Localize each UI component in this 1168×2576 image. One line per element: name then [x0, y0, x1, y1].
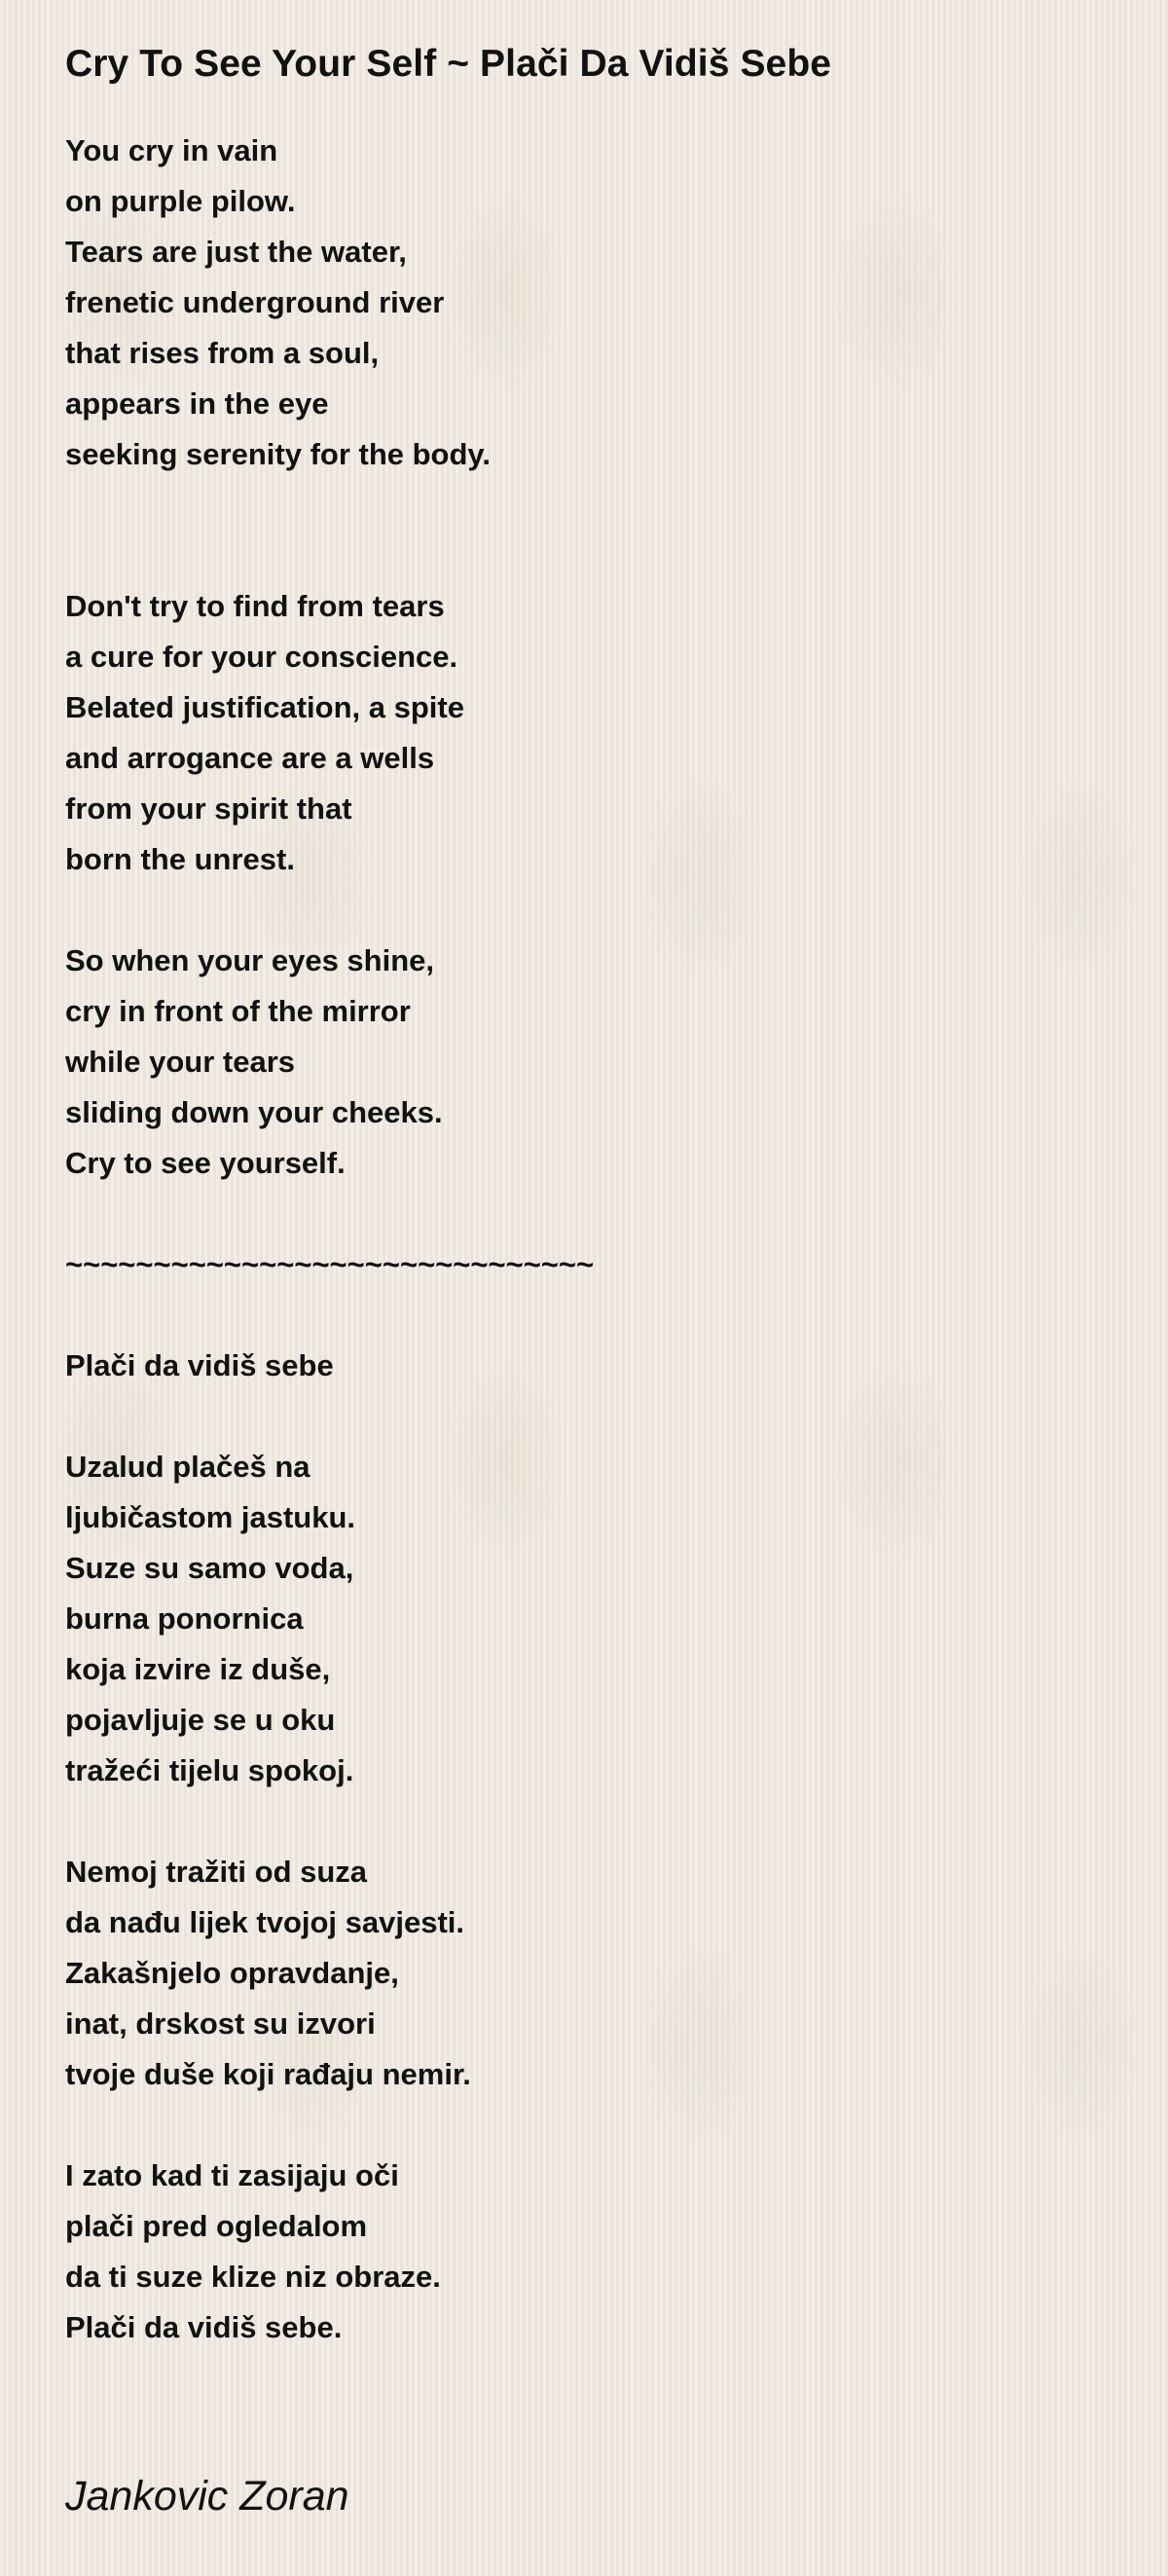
poem-line: I zato kad ti zasijaju oči [65, 2157, 399, 2192]
poem-line: You cry in vain [65, 132, 278, 167]
poem-line: Zakašnjelo opravdanje, [65, 1955, 399, 1990]
poem-line: inat, drskost su izvori [65, 2006, 376, 2041]
poem-line: koja izvire iz duše, [65, 1651, 331, 1686]
poem-line: Belated justification, a spite [65, 689, 464, 724]
poem-line: da nađu lijek tvojoj savjesti. [65, 1904, 465, 1939]
poem-line: Nemoj tražiti od suza [65, 1854, 368, 1889]
poem-blank-line [65, 2100, 1116, 2151]
poem-line: Plači da vidiš sebe. [65, 2309, 343, 2344]
poem-line: a cure for your conscience. [65, 639, 458, 674]
poem-line: Plači da vidiš sebe [65, 1347, 334, 1382]
poem-line: from your spirit that [65, 791, 352, 826]
poem-line: da ti suze klize niz obraze. [65, 2259, 441, 2294]
poem-blank-line [65, 1290, 1116, 1341]
poem-container [65, 43, 1116, 2353]
poem-line: tražeći tijelu spokoj. [65, 1752, 354, 1787]
poem-line: and arrogance are a wells [65, 740, 435, 775]
poem-line: on purple pilow. [65, 183, 296, 218]
poem-line: pojavljuje se u oku [65, 1702, 336, 1737]
poem-line: that rises from a soul, [65, 335, 380, 370]
poem-author: Jankovic Zoran [65, 2473, 349, 2520]
poem-line: Tears are just the water, [65, 234, 407, 269]
poem-blank-line [65, 480, 1116, 531]
poem-divider: ~~~~~~~~~~~~~~~~~~~~~~~~~~~~~~ [65, 1246, 595, 1281]
poem-blank-line [65, 1391, 1116, 1442]
poem-blank-line [65, 1796, 1116, 1847]
poem-line: while your tears [65, 1044, 296, 1079]
poem-line: tvoje duše koji rađaju nemir. [65, 2056, 471, 2091]
poem-title: Cry To See Your Self ~ Plači Da Vidiš Sebe [65, 43, 832, 85]
poem-blank-line [65, 531, 1116, 581]
poem-line: seeking serenity for the body. [65, 436, 491, 471]
poem-line: cry in front of the mirror [65, 993, 411, 1028]
poem-blank-line [65, 885, 1116, 936]
poem-line: plači pred ogledalom [65, 2208, 368, 2243]
poem-line: burna ponornica [65, 1601, 304, 1636]
poem-line: born the unrest. [65, 841, 295, 876]
poem-line: Cry to see yourself. [65, 1145, 346, 1180]
poem-body [65, 126, 1116, 2353]
poem-line: Don't try to find from tears [65, 588, 445, 623]
poem-line: Suze su samo voda, [65, 1550, 354, 1585]
poem-blank-line [65, 1189, 1116, 1239]
poem-line: frenetic underground river [65, 284, 445, 319]
poem-line: sliding down your cheeks. [65, 1094, 443, 1129]
poem-line: ljubičastom jastuku. [65, 1499, 356, 1534]
poem-line: Uzalud plačeš na [65, 1449, 310, 1484]
poem-line: So when your eyes shine, [65, 942, 435, 977]
poem-line: appears in the eye [65, 386, 329, 421]
